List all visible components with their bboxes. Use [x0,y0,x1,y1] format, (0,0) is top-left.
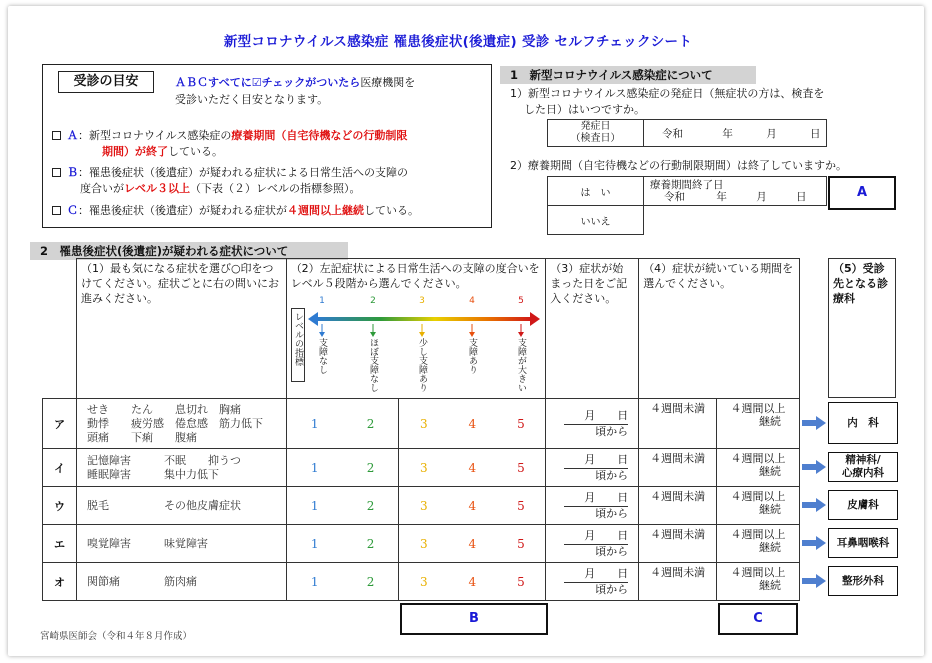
duration-under-4w[interactable] [639,449,717,487]
duration-under-4w[interactable] [639,487,717,525]
criterion-a-red2: 期間）が終了 [102,145,168,158]
level-description: ほぼ支障なし [368,338,378,392]
date-from: 頃から [595,468,629,482]
date-from: 頃から [595,582,629,596]
guide-desc-rest1: 医療機関を [360,76,416,89]
date-from: 頃から [595,424,629,438]
symptom-line[interactable]: 脱毛 その他皮膚症状 [86,498,241,512]
duration-over-4w[interactable] [717,449,800,487]
onset-month: 月 [766,127,777,140]
dur-over-text2: 継続 [759,415,782,428]
row-label: イ [43,449,77,487]
date-day: 日 [617,528,629,542]
criterion-a-text1: ：新型コロナウイルス感染症の [78,129,232,142]
duration-over-4w[interactable] [717,563,800,601]
q1-line2: した日）はいつですか。 [524,103,645,116]
symptom-start-date[interactable] [546,449,639,487]
empty-cell [644,206,827,235]
level-option-4[interactable]: 4 [468,536,477,551]
department-box [828,528,898,558]
criterion-a-red1: 療養期間（自宅待機などの行動制限 [231,129,408,142]
scale-arrow-right [530,312,540,326]
dur-under-text: ４週間未満 [650,452,706,465]
department-box [828,566,898,596]
page-title: 新型コロナウイルス感染症 罹患後症状(後遺症) 受診 セルフチェックシート [223,34,693,50]
dur-under-text: ４週間未満 [650,528,706,541]
level-description: 支障なし [317,338,327,374]
arrow-right-icon [802,574,826,588]
department-box [828,402,898,444]
criterion-c-text2: している。 [364,204,419,217]
col3-header: （3）症状が始まった日をご記入ください。 [546,259,639,399]
criterion-c-red: ４週間以上継続 [287,204,364,217]
dur-over-text2: 継続 [759,465,782,478]
criterion-a-checkbox[interactable] [52,131,61,140]
symptom-line[interactable]: 睡眠障害 集中力低下 [86,467,219,481]
dur-over-text2: 継続 [759,579,782,592]
scale-tick-arrow [518,332,524,337]
scale-gradient-bar [316,317,532,321]
level-option-2[interactable]: 2 [366,460,375,475]
col2-header-text: （2）左記症状による日常生活への支障の度合いをレベル５段階から選んでください。 [290,262,540,290]
level-option-4[interactable]: 4 [468,498,477,513]
level-option-3[interactable]: 3 [419,536,428,551]
guide-label: 受診の目安 [58,71,154,93]
col1-header: （1）最も気になる症状を選び○印をつけてください。症状ごとに右の問いにお進みください。 [76,259,286,399]
level-description: 支障あり [467,338,477,374]
duration-over-4w[interactable] [717,399,800,449]
level-option-5[interactable]: 5 [517,498,525,513]
level-cell-low [286,449,399,487]
row-label: ウ [43,487,77,525]
level-cell-low [286,487,399,525]
table-row [43,449,800,487]
department-box [828,452,898,482]
criterion-b-text2: 度合いが [80,182,124,195]
symptom-line[interactable]: 関節痛 筋肉痛 [86,574,197,588]
onset-year: 年 [722,127,733,140]
date-from: 頃から [595,544,629,558]
level-option-4[interactable]: 4 [468,416,477,431]
department-name-2: 心療内科 [842,467,884,479]
level-cell-low [286,525,399,563]
onset-date-table [547,119,827,147]
level-option-3[interactable]: 3 [419,574,428,589]
criterion-b-red: レベル３以上 [124,182,190,195]
level-cell-high [399,487,546,525]
section1-heading: 1 新型コロナウイルス感染症について [500,66,756,84]
scale-tick-label: 5 [518,296,524,306]
q1-line1: 1）新型コロナウイルス感染症の発症日（無症状の方は、検査を [510,87,825,100]
level-description: 少し支障あり [417,338,427,392]
department-name: 内 科 [847,416,879,429]
date-day: 日 [617,408,629,422]
scale-tick-arrow [469,332,475,337]
date-month: 月 [584,452,596,466]
level-option-5[interactable]: 5 [517,536,525,551]
dur-over-text1: ４週間以上 [730,566,786,579]
criterion-a-text2: している。 [168,145,223,158]
level-option-1[interactable]: 1 [310,536,319,551]
table-row [43,563,800,601]
department-box [828,490,898,520]
symptom-list[interactable] [76,525,286,563]
symptom-start-date[interactable] [546,525,639,563]
onset-label2: （検査日） [570,133,621,144]
scale-tick-label: 4 [469,296,475,306]
scale-tick-arrow [419,332,425,337]
level-option-1[interactable]: 1 [310,498,319,513]
date-day: 日 [617,490,629,504]
col4-header: （4）症状が続いている期間を選んでください。 [639,259,800,399]
symptom-line[interactable]: 記憶障害 不眠 抑うつ [86,453,241,467]
isolation-end-date-field[interactable] [644,177,827,206]
level-cell-high [399,525,546,563]
arrow-right-icon [802,460,826,474]
level-index-label: レベルの指標 [293,312,303,366]
department-name: 耳鼻咽喉科 [836,536,890,549]
isolation-yes[interactable]: は い [548,177,644,206]
guide-description [175,74,475,108]
symptom-start-date[interactable] [546,399,639,449]
level-cell-high [399,449,546,487]
onset-era: 令和 [662,127,683,140]
symptom-list[interactable] [76,563,286,601]
scale-tick-arrow [319,332,325,337]
dur-over-text2: 継続 [759,503,782,516]
scale-tick-arrow [370,332,376,337]
dur-under-text: ４週間未満 [650,566,706,579]
department-name: 精神科/ [845,454,881,466]
dur-over-text1: ４週間以上 [730,402,786,415]
level-cell-low [286,563,399,601]
criterion-b-text3: （下表（２）レベルの指標参照）。 [190,182,361,195]
level-option-2[interactable]: 2 [366,498,375,513]
date-month: 月 [584,528,596,542]
row-label: エ [43,525,77,563]
duration-under-4w[interactable] [639,525,717,563]
date-month: 月 [584,408,596,422]
scale-tick-label: 2 [370,296,376,306]
onset-date-field[interactable] [644,120,827,147]
table-row [43,399,800,449]
duration-over-4w[interactable] [717,525,800,563]
dur-under-text: ４週間未満 [650,402,706,415]
date-from: 頃から [595,506,629,520]
level-option-3[interactable]: 3 [419,416,428,431]
date-month: 月 [584,490,596,504]
level-option-2[interactable]: 2 [366,536,375,551]
guide-abc-text: ＡＢＣすべてに☑チェックがついたら [175,76,361,89]
section2-heading: 2 罹患後症状(後遺症)が疑われる症状について [30,242,348,260]
duration-under-4w[interactable] [639,399,717,449]
arrow-right-icon [802,416,826,430]
end-label: 療養期間終了日 [650,179,724,191]
end-era: 令和 [664,191,685,203]
dur-over-text1: ４週間以上 [730,528,786,541]
level-option-5[interactable]: 5 [517,574,525,589]
level-option-4[interactable]: 4 [468,574,477,589]
duration-over-4w[interactable] [717,487,800,525]
level-option-2[interactable]: 2 [366,574,375,589]
col5-header: （5）受診先となる診療科 [828,258,896,398]
department-name: 皮膚科 [847,498,879,511]
end-month: 月 [756,191,767,203]
criterion-a [52,128,492,160]
level-cell-high [399,399,546,449]
date-day: 日 [617,566,629,580]
onset-label [548,120,644,147]
onset-day: 日 [810,127,821,140]
scale-tick-label: 1 [319,296,325,306]
date-day: 日 [617,452,629,466]
criterion-a-prefix: Ａ [67,129,78,142]
symptom-line[interactable]: 頭痛 下痢 腹痛 [86,430,197,444]
end-year: 年 [716,191,727,203]
level-option-5[interactable]: 5 [517,416,525,431]
box-c[interactable]: C [718,603,798,635]
symptom-start-date[interactable] [546,563,639,601]
criterion-b [52,165,492,197]
row-label: ア [43,399,77,449]
level-option-3[interactable]: 3 [419,460,428,475]
criterion-c-text1: ：罹患後症状（後遺症）が疑われる症状が [78,204,287,217]
symptom-line[interactable]: 動悸 疲労感 倦怠感 筋力低下 [86,416,263,430]
level-option-5[interactable]: 5 [517,460,525,475]
end-day: 日 [796,191,807,203]
date-month: 月 [584,566,596,580]
level-description: 支障が大きい [516,338,526,392]
level-cell-low [286,399,399,449]
dur-over-text1: ４週間以上 [730,452,786,465]
level-option-4[interactable]: 4 [468,460,477,475]
box-b[interactable]: B [400,603,548,635]
criterion-c-checkbox[interactable] [52,206,61,215]
onset-label1: 発症日 [580,121,611,132]
symptom-start-date[interactable] [546,487,639,525]
scale-arrow-left [308,312,318,326]
level-option-1[interactable]: 1 [310,416,319,431]
symptom-list[interactable] [76,449,286,487]
criterion-b-text1: ：罹患後症状（後遺症）が疑われる症状による日常生活への支障の [78,166,408,179]
level-option-3[interactable]: 3 [419,498,428,513]
section1-q2: 2）療養期間（自宅待機などの行動制限期間）は終了していますか。 [510,159,847,172]
dur-under-text: ４週間未満 [650,490,706,503]
dur-over-text2: 継続 [759,541,782,554]
criterion-b-checkbox[interactable] [52,168,61,177]
department-name: 整形外科 [842,574,884,587]
criterion-c-prefix: Ｃ [67,204,78,217]
criterion-b-prefix: Ｂ [67,166,78,179]
table-row [43,487,800,525]
table-row [43,525,800,563]
level-option-2[interactable]: 2 [366,416,375,431]
duration-under-4w[interactable] [639,563,717,601]
level-option-1[interactable]: 1 [310,460,319,475]
symptom-line[interactable]: 嗅覚障害 味覚障害 [86,536,208,550]
arrow-right-icon [802,498,826,512]
criterion-c [52,203,492,219]
level-option-1[interactable]: 1 [310,574,319,589]
arrow-right-icon [802,536,826,550]
row-label: オ [43,563,77,601]
symptom-line[interactable]: せき たん 息切れ 胸痛 [86,402,241,416]
section1-q1 [510,86,910,118]
box-a[interactable]: A [828,176,896,210]
scale-tick-label: 3 [419,296,425,306]
guide-desc-rest2: 受診いただく目安となります。 [175,93,329,106]
symptom-list[interactable] [76,399,286,449]
symptom-list[interactable] [76,487,286,525]
dur-over-text1: ４週間以上 [730,490,786,503]
footer-note: 宮崎県医師会（令和４年８月作成） [40,631,193,642]
isolation-table [547,176,827,235]
isolation-no[interactable]: いいえ [548,206,644,235]
level-cell-high [399,563,546,601]
corner-cell [43,259,77,399]
